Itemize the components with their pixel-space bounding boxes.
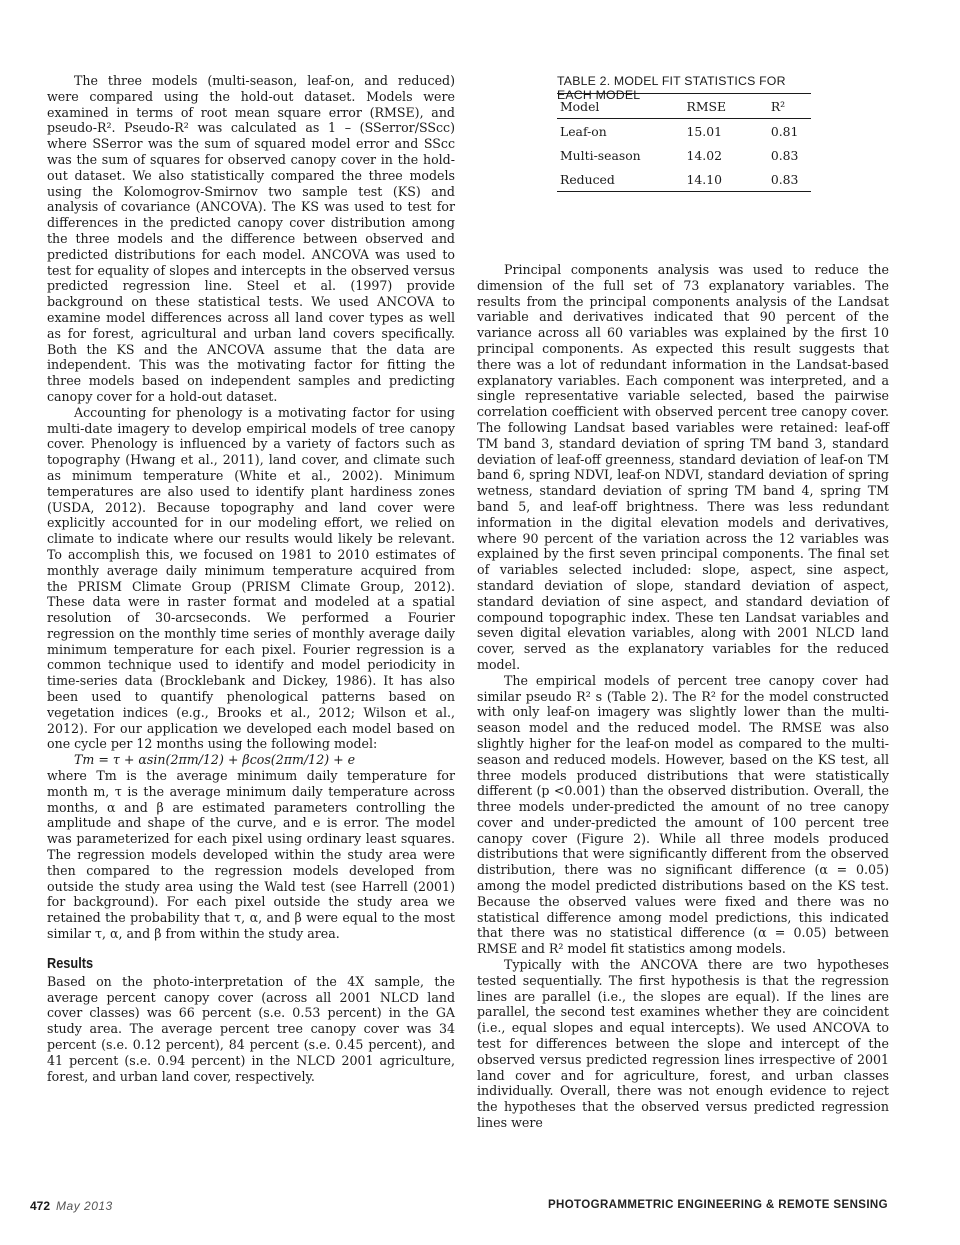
paragraph-ancova: Typically with the ANCOVA there are two hypotheses tested sequentially. The first hypothesis is that the regression lines are parallel (i.e., the slopes are equal). If the lines are parallel, the second test examines whether they are coincident (i.e., equal slopes and equal intercepts). We used ANCOVA to test for differences between the slope and intercept of the observed versus predicted regression lines irrespective of 2001 land cover and for agriculture, forest, and urban classes individually. Overall, there was not enough evidence to reject the hypotheses that the observed versus predicted regression lines were	[477, 957, 889, 1131]
cell-r2: 0.81	[770, 123, 799, 139]
paragraph-results: Based on the photo-interpretation of the 4X sample, the average percent canopy cover (across all 2001 NLCD land cover classes) was 66 percent (s.e. 0.53 percent) in the GA study area. The average percent tree canopy cover was 34 percent (s.e. 0.12 percent), 84 percent (s.e. 0.45 percent), and 41 percent (s.e. 0.94 percent) in the NLCD 2001 agriculture, forest, and urban land cover, respectively.	[47, 973, 455, 1084]
paragraph-empirical-models: The empirical models of percent tree canopy cover had similar pseudo R² s (Table 2). The R² for the model constructed with only leaf-on imagery was slightly lower than the multi-season model and the reduced model. The RMSE was also slightly higher for the leaf-on model as compared to the multi-season and reduced models. However, based on the KS test, all three models produced distributions that were statistically different (p <0.001) than the observed distribution. Overall, the three models under-predicted the amount of no tree canopy cover and under-predicted the amount of 100 percent tree canopy cover (Figure 2). While all three models produced distributions that were significantly different from the observed distribution, there was no significant difference (α = 0.05) among the model predicted distributions based on the KS test. Because the observed values were fixed and there was no statistical difference among model predictions, this indicated that there was no statistical difference (α = 0.05) between RMSE and R² model fit statistics among models.	[477, 672, 889, 957]
header-rmse: RMSE	[686, 98, 727, 114]
table-caption: TABLE 2. MODEL FIT STATISTICS FOR EACH MODEL	[557, 74, 786, 102]
table-row	[557, 143, 811, 167]
header-r2: R²	[770, 98, 786, 114]
cell-r2: 0.83	[770, 147, 799, 163]
table-row	[557, 167, 811, 192]
cell-model: Multi-season	[560, 147, 641, 163]
cell-r2: 0.83	[770, 171, 799, 187]
paragraph-phenology: Accounting for phenology is a motivating factor for using multi-date imagery to develop empirical models of tree canopy cover. Phenology is influenced by a variety of factors such as topography (Hwang et al., 2011), land cover, and climate such as minimum temperature (White et al., 2002). Minimum temperatures are also used to identify plant hardiness zones (USDA, 2012). Because topography and land cover were explicitly accounted for in our modeling effort, we relied on climate to indicate where our results would likely be relevant. To accomplish this, we focused on 1981 to 2010 estimates of monthly average daily minimum temperature acquired from the PRISM Climate Group (PRISM Climate Group, 2012). These data were in raster format and modeled at a spatial resolution of 30-arcseconds. We performed a Fourier regression on the monthly time series of monthly average daily minimum temperature for each pixel. Fourier regression is a common technique used to identify and model periodicity in time-series data (Brocklebank and Dickey, 1986). It has also been used to quantify phenological patterns based on vegetation indices (e.g., Brooks et al., 2012; Wilson et al., 2012). For our application we developed each model based on one cycle per 12 months using the following model:	[47, 404, 455, 752]
paragraph-formula-explanation: where Tm is the average minimum daily temperature for month m, τ is the average minimum daily temperature across months, α and β are estimated parameters controlling the amplitude and shape of the curve, and e is error. The model was parameterized for each pixel using ordinary least squares. The regression models developed within the study area were then compared to the regression models developed from outside the study area using the Wald test (see Harrell (2001) for background). For each pixel outside the study area we retained the probability that τ, α, and β were equal to the most similar τ, α, and β from within the study area.	[47, 768, 455, 942]
cell-model: Leaf-on	[560, 123, 607, 139]
issue-date: May 2013	[56, 1199, 113, 1213]
paragraph-model-comparison: The three models (multi-season, leaf-on, and reduced) were compared using the hold-out dataset. Models were examined in terms of root mean square error (RMSE), and pseudo-R². Pseudo-R² was calculated as 1 – (SSerror/SScc) where SSerror was the sum of squared model error and SScc was the sum of squares for observed canopy cover in the hold-out dataset. We also statistically compared the three models using the Kolomogrov-Smirnov two sample test (KS) and analysis of covariance (ANCOVA). The KS was used to test for differences in the predicted canopy cover distribution among the three models and the difference between observed and predicted distributions for each model. ANCOVA was used to test for equality of slopes and intercepts in the observed versus predicted regression line. Steel et al. (1997) provide background on these statistical tests. We used ANCOVA to examine model differences across all land cover types as well as for forest, agricultural and urban land covers specifically. Both the KS and the ANCOVA assume that the data are independent. This was the motivating factor for fitting the three models based on independent samples and predicting canopy cover for a hold-out dataset.	[47, 73, 455, 404]
results-heading: Results	[47, 955, 94, 972]
model-fit-table	[557, 93, 811, 192]
cell-rmse: 14.02	[686, 147, 722, 163]
left-column	[47, 73, 455, 1084]
page-number: 472	[30, 1199, 51, 1213]
table-row	[557, 119, 811, 144]
header-model: Model	[560, 98, 600, 114]
paragraph-pca: Principal components analysis was used to reduce the dimension of the full set of 73 explanatory variables. The results from the principal components analysis of the Landsat variable and derivatives indicated that 90 percent of the variance across all 60 variables was explained by the first 10 principal components. As expected this result suggests that there was a lot of redundant information in the Landsat-based explanatory variables. Each component was interpreted, and a single representative variable selected, based the pairwise correlation coefficient with observed percent tree canopy cover. The following Landsat based variables were retained: leaf-off TM band 3, standard deviation of spring TM band 3, standard deviation of leaf-off greenness, standard deviation of leaf-on TM band 6, spring NDVI, leaf-on NDVI, standard deviation of spring wetness, standard deviation of spring TM band 4, spring TM band 5, and leaf-off brightness. There was less redundant information in the digital elevation models and derivatives, where 90 percent of the variation across the 12 variables was explained by the first seven principal components. The final set of variables selected included: slope, aspect, sine aspect, standard deviation of slope, standard deviation of aspect, standard deviation of sine aspect, and standard deviation of compound topographic index. These ten Landsat variables and seven digital elevation variables, along with 2001 NLCD land cover, served as the explanatory variables for the reduced model.	[477, 262, 889, 672]
right-column	[477, 262, 889, 1131]
journal-name: PHOTOGRAMMETRIC ENGINEERING & REMOTE SENSING	[547, 1199, 888, 1211]
footer-left	[30, 1199, 113, 1213]
cell-rmse: 14.10	[686, 171, 722, 187]
cell-model: Reduced	[560, 171, 615, 187]
fourier-formula: Tm = τ + αsin(2πm/12) + βcos(2πm/12) + e	[74, 752, 356, 768]
cell-rmse: 15.01	[686, 123, 722, 139]
table-header-row	[557, 94, 811, 119]
